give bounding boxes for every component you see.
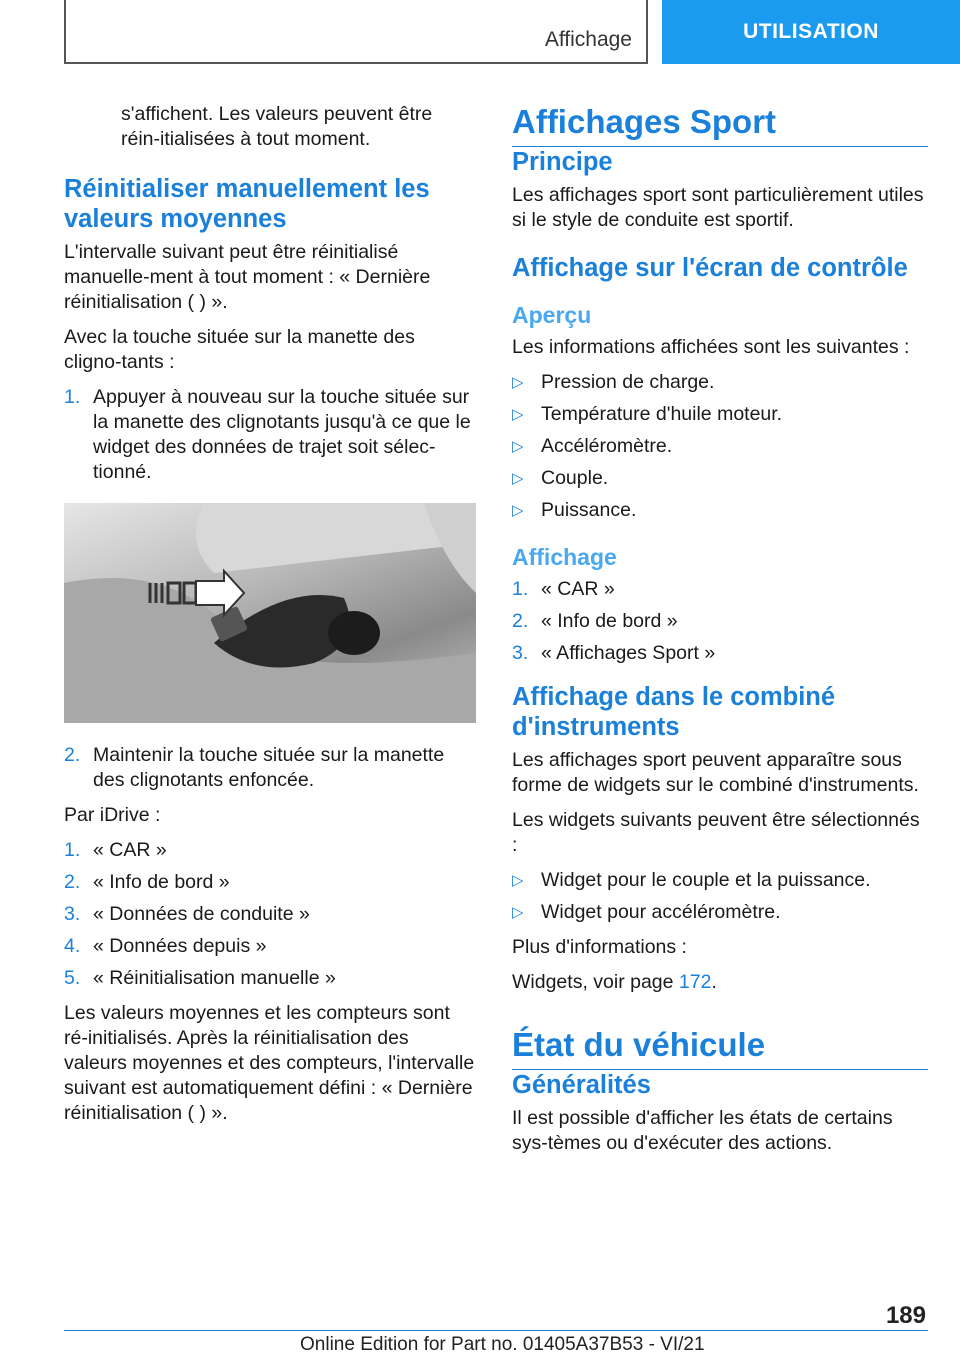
step-text: Appuyer à nouveau sur la touche située sur la manette des clignotants jusqu'à ce que le widget des données de trajet soit sélec-tionné. — [93, 386, 471, 483]
cluster-heading: Affichage dans le combiné d'instruments — [512, 683, 836, 741]
item-text: Pression de charge. — [541, 371, 715, 393]
item-text: Accéléromètre. — [541, 435, 673, 457]
triangle-bullet-icon: ▷ — [512, 872, 524, 889]
chapter-tab[interactable]: UTILISATION — [662, 0, 960, 64]
step-number: 4. — [64, 935, 81, 957]
step-text: « Affichages Sport » — [541, 642, 716, 664]
step-text: « Info de bord » — [541, 610, 678, 632]
item-text: Couple. — [541, 467, 609, 489]
step-number: 1. — [64, 839, 81, 861]
list-item — [512, 434, 928, 459]
list-item — [64, 934, 476, 959]
widgets-list — [512, 868, 928, 925]
continued-text: s'affichent. Les valeurs peuvent être réin-itialisées à tout moment. — [121, 103, 433, 150]
widgets-intro: Les widgets suivants peuvent être sélectionnés : — [512, 809, 920, 856]
list-item — [512, 641, 928, 666]
widgets-reference — [512, 970, 928, 995]
step-text: « Données de conduite » — [93, 903, 310, 925]
header-frame — [64, 0, 648, 64]
list-item — [64, 385, 476, 485]
lever-illustration — [64, 503, 476, 723]
apercu-list — [512, 370, 928, 523]
apercu-intro: Les informations affichées sont les suivantes : — [512, 336, 910, 358]
list-item — [512, 609, 928, 634]
list-item — [512, 900, 928, 925]
affichage-steps — [512, 577, 928, 666]
reference-end: . — [711, 971, 717, 993]
item-text: Température d'huile moteur. — [541, 403, 783, 425]
list-item — [512, 577, 928, 602]
step-number: 1. — [512, 578, 529, 600]
control-screen-heading: Affichage sur l'écran de contrôle — [512, 254, 908, 282]
page-link[interactable]: 172 — [678, 971, 712, 993]
list-item — [512, 868, 928, 893]
step-number: 3. — [64, 903, 81, 925]
more-info-label: Plus d'informations : — [512, 936, 687, 958]
triangle-bullet-icon: ▷ — [512, 374, 524, 391]
step-number: 2. — [512, 610, 529, 632]
footer-divider — [64, 1330, 928, 1331]
triangle-bullet-icon: ▷ — [512, 904, 524, 921]
affichage-heading: Affichage — [512, 544, 617, 570]
triangle-bullet-icon: ▷ — [512, 502, 524, 519]
right-column — [512, 102, 928, 1166]
reset-paragraph-1: L'intervalle suivant peut être réinitialisé manuelle-ment à tout moment : « Dernière réinitialisation ( ) ». — [64, 241, 431, 313]
idrive-steps — [64, 838, 476, 991]
list-item — [512, 370, 928, 395]
apercu-heading: Aperçu — [512, 302, 592, 328]
vehicle-status-title: État du véhicule — [512, 1025, 928, 1070]
left-column — [64, 102, 476, 1136]
step-text: « Info de bord » — [93, 871, 230, 893]
reset-paragraph-2: Avec la touche située sur la manette des cligno-tants : — [64, 326, 415, 373]
step-number: 3. — [512, 642, 529, 664]
turn-signal-lever-photo — [64, 503, 476, 723]
section-title: Affichage — [544, 28, 632, 51]
item-text: Puissance. — [541, 499, 637, 521]
list-item — [512, 466, 928, 491]
reference-text: Widgets, voir page — [512, 971, 679, 993]
step-text: « CAR » — [541, 578, 615, 600]
generalites-heading: Généralités — [512, 1071, 651, 1099]
step-text: « Données depuis » — [93, 935, 267, 957]
steps-list-b — [64, 743, 476, 793]
idrive-label: Par iDrive : — [64, 804, 161, 826]
list-item — [64, 838, 476, 863]
list-item — [64, 902, 476, 927]
closing-paragraph: Les valeurs moyennes et les compteurs sont ré-initialisés. Après la réinitialisation des valeurs moyennes et des compteurs, l'intervalle suivant est automatiquement défini : « Dernière réinitialisation ( ) ». — [64, 1002, 475, 1124]
item-text: Widget pour accéléromètre. — [541, 901, 781, 923]
edition-note: Online Edition for Part no. 01405A37B53 - VI/21 — [300, 1334, 705, 1355]
steps-list-a — [64, 385, 476, 485]
step-number: 5. — [64, 967, 81, 989]
principe-heading: Principe — [512, 148, 613, 176]
reset-heading: Réinitialiser manuellement les valeurs moyennes — [64, 175, 430, 233]
step-text: Maintenir la touche située sur la manette des clignotants enfoncée. — [93, 744, 445, 791]
step-number: 1. — [64, 386, 81, 408]
step-number: 2. — [64, 871, 81, 893]
step-text: « CAR » — [93, 839, 167, 861]
item-text: Widget pour le couple et la puissance. — [541, 869, 871, 891]
list-item — [64, 966, 476, 991]
step-number: 2. — [64, 744, 81, 766]
list-item — [512, 498, 928, 523]
sport-displays-title: Affichages Sport — [512, 102, 928, 147]
page-number: 189 — [885, 1302, 926, 1329]
principe-text: Les affichages sport sont particulièrement utiles si le style de conduite est sportif. — [512, 184, 924, 231]
triangle-bullet-icon: ▷ — [512, 438, 524, 455]
generalites-text: Il est possible d'afficher les états de certains sys-tèmes ou d'exécuter des actions. — [512, 1107, 893, 1154]
triangle-bullet-icon: ▷ — [512, 406, 524, 423]
step-text: « Réinitialisation manuelle » — [93, 967, 336, 989]
cluster-text: Les affichages sport peuvent apparaître sous forme de widgets sur le combiné d'instruments. — [512, 749, 919, 796]
list-item — [512, 402, 928, 427]
list-item — [64, 870, 476, 895]
triangle-bullet-icon: ▷ — [512, 470, 524, 487]
list-item — [64, 743, 476, 793]
